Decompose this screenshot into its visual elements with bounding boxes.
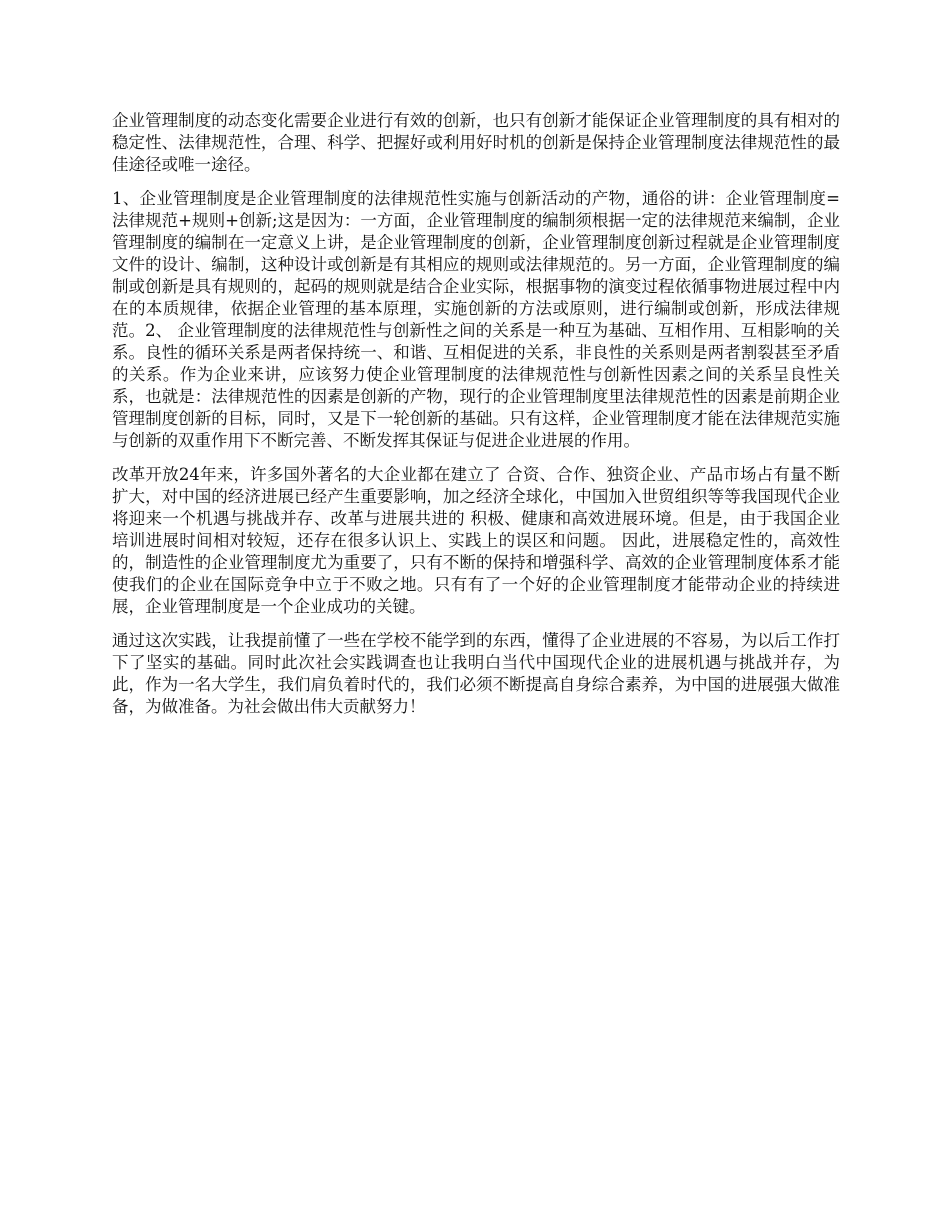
document-body	[112, 110, 840, 730]
paragraph-4: 通过这次实践，让我提前懂了一些在学校不能学到的东西，懂得了企业进展的不容易，为以后工作打下了坚实的基础。同时此次社会实践调查也让我明白当代中国现代企业的进展机遇与挑战并存，为此，作为一名大学生，我们肩负着时代的，我们必须不断提高自身综合素养，为中国的进展强大做准备，为做准备。为社会做出伟大贡献努力！	[112, 631, 840, 716]
paragraph-2: 1、企业管理制度是企业管理制度的法律规范性实施与创新活动的产物，通俗的讲：企业管理制度=法律规范+规则+创新;这是因为：一方面，企业管理制度的编制须根据一定的法律规范来编制，企业管理制度的编制在一定意义上讲，是企业管理制度的创新，企业管理制度创新过程就是企业管理制度文件的设计、编制，这种设计或创新是有其相应的规则或法律规范的。另一方面，企业管理制度的编制或创新是具有规则的，起码的规则就是结合企业实际，根据事物的演变过程依循事物进展过程中内在的本质规律，依据企业管理的基本原理，实施创新的方法或原则，进行编制或创新，形成法律规范。2、 企业管理制度的法律规范性与创新性之间的关系是一种互为基础、互相作用、互相影响的关系。良性的循环关系是两者保持统一、和谐、互相促进的关系，非良性的关系则是两者割裂甚至矛盾的关系。作为企业来讲，应该努力使企业管理制度的法律规范性与创新性因素之间的关系呈良性关系，也就是：法律规范性的因素是创新的产物，现行的企业管理制度里法律规范性的因素是前期企业管理制度创新的目标，同时，又是下一轮创新的基础。只有这样，企业管理制度才能在法律规范实施与创新的双重作用下不断完善、不断发挥其保证与促进企业进展的作用。	[112, 189, 840, 450]
paragraph-3: 改革开放24年来，许多国外著名的大企业都在建立了 合资、合作、独资企业、产品市场占有量不断扩大，对中国的经济进展已经产生重要影响，加之经济全球化，中国加入世贸组织等等我国现代企业将迎来一个机遇与挑战并存、改革与进展共进的 积极、健康和高效进展环境。但是，由于我国企业培训进展时间相对较短，还存在很多认识上、实践上的误区和问题。 因此，进展稳定性的，高效性的，制造性的企业管理制度尤为重要了，只有不断的保持和增强科学、高效的企业管理制度体系才能使我们的企业在国际竞争中立于不败之地。只有有了一个好的企业管理制度才能带动企业的持续进展，企业管理制度是一个企业成功的关键。	[112, 465, 840, 616]
paragraph-1: 企业管理制度的动态变化需要企业进行有效的创新，也只有创新才能保证企业管理制度的具有相对的稳定性、法律规范性，合理、科学、把握好或利用好时机的创新是保持企业管理制度法律规范性的最佳途径或唯一途径。	[112, 111, 840, 174]
